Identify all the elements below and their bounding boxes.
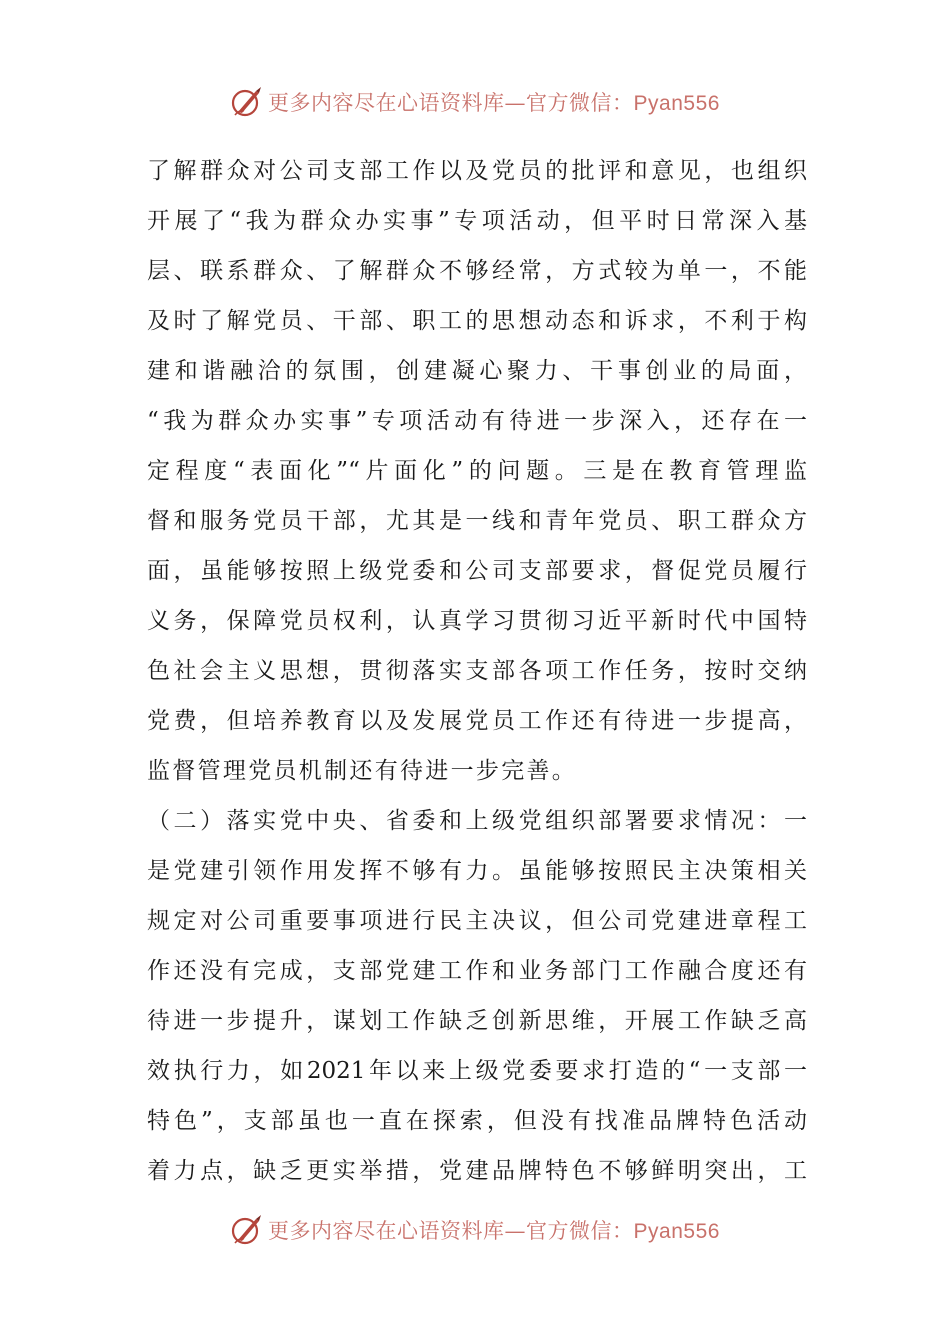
document-body xyxy=(147,146,807,1196)
body-line: 规定对公司重要事项进行民主决议，但公司党建进章程工 xyxy=(147,908,807,934)
body-line: 色社会主义思想，贯彻落实支部各项工作任务，按时交纳 xyxy=(147,658,807,684)
body-line: 义务，保障党员权利，认真学习贯彻习近平新时代中国特 xyxy=(147,608,807,634)
header-banner xyxy=(0,82,950,122)
body-line: 及时了解党员、干部、职工的思想动态和诉求，不利于构 xyxy=(147,308,807,334)
body-line: 定程度“表面化”“片面化”的问题。三是在教育管理监 xyxy=(147,458,807,484)
footer-wechat-id: Pyan556 xyxy=(633,1220,720,1243)
body-line: 层、联系群众、了解群众不够经常，方式较为单一，不能 xyxy=(147,258,807,284)
body-line: 建和谐融洽的氛围，创建凝心聚力、干事创业的局面， xyxy=(147,358,807,384)
body-line: 特色”，支部虽也一直在探索，但没有找准品牌特色活动 xyxy=(147,1108,807,1134)
body-line: 面，虽能够按照上级党委和公司支部要求，督促党员履行 xyxy=(147,558,807,584)
body-line: 监督管理党员机制还有待进一步完善。 xyxy=(147,758,578,784)
body-line: 督和服务党员干部，尤其是一线和青年党员、职工群众方 xyxy=(147,508,807,534)
quill-pen-circle-icon xyxy=(230,1213,264,1247)
header-wechat-id: Pyan556 xyxy=(633,92,720,115)
body-line: 了解群众对公司支部工作以及党员的批评和意见，也组织 xyxy=(147,158,807,184)
body-line: 待进一步提升，谋划工作缺乏创新思维，开展工作缺乏高 xyxy=(147,1008,807,1034)
body-line: 是党建引领作用发挥不够有力。虽能够按照民主决策相关 xyxy=(147,858,807,884)
body-line: “我为群众办实事”专项活动有待进一步深入，还存在一 xyxy=(147,408,807,434)
header-banner-text: 更多内容尽在心语资料库—官方微信：Pyan556 xyxy=(268,91,720,115)
body-line: 党费，但培养教育以及发展党员工作还有待进一步提高， xyxy=(147,708,807,734)
footer-banner-text: 更多内容尽在心语资料库—官方微信：Pyan556 xyxy=(268,1219,720,1243)
body-line: 着力点，缺乏更实举措，党建品牌特色不够鲜明突出，工 xyxy=(147,1158,807,1184)
body-line: （二）落实党中央、省委和上级党组织部署要求情况：一 xyxy=(147,808,807,834)
footer-banner xyxy=(0,1210,950,1250)
body-line: 效执行力，如2021年以来上级党委要求打造的“一支部一 xyxy=(147,1058,807,1084)
body-line: 开展了“我为群众办实事”专项活动，但平时日常深入基 xyxy=(147,208,807,234)
quill-pen-circle-icon xyxy=(230,85,264,119)
body-line: 作还没有完成，支部党建工作和业务部门工作融合度还有 xyxy=(147,958,807,984)
